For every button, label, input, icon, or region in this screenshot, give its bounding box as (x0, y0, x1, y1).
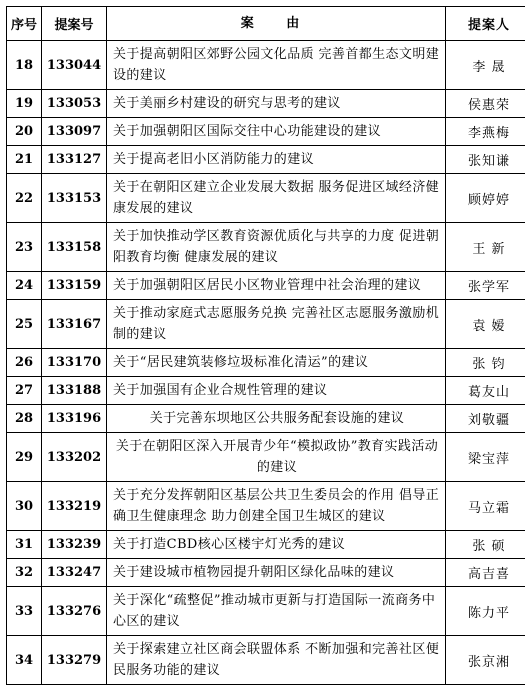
row-case: 关于加强国有企业合规性管理的建议 (107, 377, 446, 405)
row-case: 关于深化“疏整促”推动城市更新与打造国际一流商务中心区的建议 (107, 587, 446, 636)
row-case: 关于提高朝阳区郊野公园文化品质 完善首都生态文明建设的建议 (107, 41, 446, 90)
table-row (7, 41, 525, 90)
row-proposer: 张 硕 (446, 531, 525, 559)
table-row (7, 405, 525, 433)
row-no: 34 (7, 636, 42, 685)
row-proposal-id: 133044 (42, 41, 107, 90)
table-row (7, 531, 525, 559)
row-no: 31 (7, 531, 42, 559)
row-case: 关于加快推动学区教育资源优质化与共享的力度 促进朝阳教育均衡 健康发展的建议 (107, 223, 446, 272)
row-case: 关于“居民建筑装修垃圾标准化清运”的建议 (107, 349, 446, 377)
row-no: 26 (7, 349, 42, 377)
row-proposer: 刘敬疆 (446, 405, 525, 433)
row-proposer: 李 晟 (446, 41, 525, 90)
row-proposal-id: 133097 (42, 118, 107, 146)
row-case: 关于打造CBD核心区楼宇灯光秀的建议 (107, 531, 446, 559)
row-proposal-id: 133188 (42, 377, 107, 405)
row-case: 关于探索建立社区商会联盟体系 不断加强和完善社区便民服务功能的建议 (107, 636, 446, 685)
row-no: 29 (7, 433, 42, 482)
row-proposal-id: 133247 (42, 559, 107, 587)
row-proposal-id: 133279 (42, 636, 107, 685)
row-no: 18 (7, 41, 42, 90)
row-case: 关于推动家庭式志愿服务兑换 完善社区志愿服务激励机制的建议 (107, 300, 446, 349)
row-case: 关于充分发挥朝阳区基层公共卫生委员会的作用 倡导正确卫生健康理念 助力创建全国卫生城区的建议 (107, 482, 446, 531)
row-case: 关于完善东坝地区公共服务配套设施的建议 (107, 405, 446, 433)
row-proposer: 张学军 (446, 272, 525, 300)
row-proposal-id: 133153 (42, 174, 107, 223)
row-no: 30 (7, 482, 42, 531)
row-no: 21 (7, 146, 42, 174)
row-proposal-id: 133158 (42, 223, 107, 272)
row-proposer: 张知谦 (446, 146, 525, 174)
table-row (7, 377, 525, 405)
row-no: 33 (7, 587, 42, 636)
row-proposer: 葛友山 (446, 377, 525, 405)
row-proposer: 马立霜 (446, 482, 525, 531)
row-proposer: 陈力平 (446, 587, 525, 636)
row-case: 关于美丽乡村建设的研究与思考的建议 (107, 90, 446, 118)
row-case: 关于在朝阳区深入开展青少年“模拟政协”教育实践活动的建议 (107, 433, 446, 482)
row-proposer: 袁 嫒 (446, 300, 525, 349)
row-no: 23 (7, 223, 42, 272)
table-row (7, 433, 525, 482)
row-case: 关于加强朝阳区国际交往中心功能建设的建议 (107, 118, 446, 146)
row-no: 20 (7, 118, 42, 146)
header-case: 案 由 (107, 7, 446, 41)
table-row (7, 118, 525, 146)
table-row (7, 146, 525, 174)
row-proposal-id: 133239 (42, 531, 107, 559)
row-proposer: 梁宝萍 (446, 433, 525, 482)
table-row (7, 300, 525, 349)
row-proposer: 张 钧 (446, 349, 525, 377)
row-proposer: 侯惠荣 (446, 90, 525, 118)
row-no: 27 (7, 377, 42, 405)
row-proposer: 顾婷婷 (446, 174, 525, 223)
row-proposer: 李燕梅 (446, 118, 525, 146)
header-proposal-id: 提案号 (42, 7, 107, 41)
row-no: 25 (7, 300, 42, 349)
header-proposer: 提案人 (446, 7, 525, 41)
row-proposal-id: 133053 (42, 90, 107, 118)
row-case: 关于提高老旧小区消防能力的建议 (107, 146, 446, 174)
table-row (7, 636, 525, 685)
row-no: 22 (7, 174, 42, 223)
row-no: 19 (7, 90, 42, 118)
row-no: 32 (7, 559, 42, 587)
row-proposer: 王 新 (446, 223, 525, 272)
row-proposal-id: 133219 (42, 482, 107, 531)
table-row (7, 90, 525, 118)
row-proposal-id: 133170 (42, 349, 107, 377)
table-row (7, 482, 525, 531)
row-case: 关于建设城市植物园提升朝阳区绿化品味的建议 (107, 559, 446, 587)
table-row (7, 174, 525, 223)
row-proposal-id: 133196 (42, 405, 107, 433)
row-case: 关于加强朝阳区居民小区物业管理中社会治理的建议 (107, 272, 446, 300)
table-row (7, 349, 525, 377)
row-proposal-id: 133202 (42, 433, 107, 482)
row-case: 关于在朝阳区建立企业发展大数据 服务促进区域经济健康发展的建议 (107, 174, 446, 223)
table-row (7, 587, 525, 636)
header-no: 序号 (7, 7, 42, 41)
row-proposal-id: 133276 (42, 587, 107, 636)
proposal-table (6, 6, 525, 685)
table-header-row (7, 7, 525, 41)
table-row (7, 272, 525, 300)
row-no: 28 (7, 405, 42, 433)
row-proposal-id: 133127 (42, 146, 107, 174)
row-no: 24 (7, 272, 42, 300)
row-proposer: 高吉喜 (446, 559, 525, 587)
table-row (7, 559, 525, 587)
row-proposer: 张京湘 (446, 636, 525, 685)
row-proposal-id: 133159 (42, 272, 107, 300)
table-row (7, 223, 525, 272)
row-proposal-id: 133167 (42, 300, 107, 349)
